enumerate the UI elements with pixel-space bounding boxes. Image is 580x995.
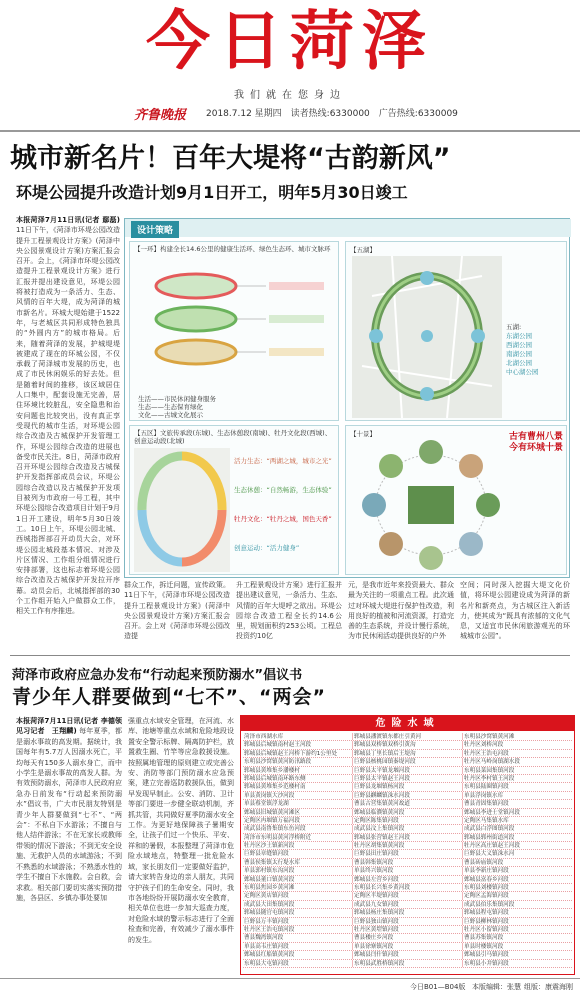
danger-waters-list — [243, 733, 572, 968]
danger-row — [243, 926, 572, 934]
five-lakes-legend — [506, 322, 564, 376]
danger-row — [243, 892, 572, 900]
danger-cell: 定陶区陈集镇河段 — [352, 817, 462, 824]
danger-cell: 单县李新庄镇河段 — [462, 867, 572, 874]
danger-cell: 鄄城县红船镇黄河段 — [244, 952, 295, 959]
danger-row — [243, 876, 572, 884]
second-byline: 本报菏泽7月11日讯(记者 李德领 见习记者 王翔麟) — [16, 717, 129, 736]
danger-cell: 郓城县黄堆集乡范楼村南 — [244, 784, 306, 791]
danger-cell: 曹县韩集镇河段 — [352, 859, 462, 866]
danger-cell: 成武县伯乐集镇河段 — [462, 901, 572, 908]
danger-row — [243, 901, 572, 909]
danger-cell: 单县徐寨镇河段 — [352, 943, 462, 950]
second-column-2: 强重点水域安全管理，在河流、水库、池塘等重点水域和危险地段设置安全警示标牌、隔离防护栏，放置救生圈、竹竿等应急救援设施。按照属地管理的原则建立或完善公安、消防等部门预防溺水应急预案，建立完善巡防救援队伍，做到早发现早制止。公安、消防、卫计等部门要进一步健全联动机制，齐抓共管，共同做好夏季防溺水安全工作。为更好地保障孩子暑期安全，让孩子们过一个快乐、平安、祥和的暑假，本报整理了菏泽市危险水域地点，特整理一批危险水域，家长朋友们一定要做好监护，请大家转告身边的亲人朋友，共同守护孩子们的生命安全。同时，我市各地纷纷开展防溺水安全教育，相关单位也进一步加大巡查力度，对危险水域的警示标志进行了全面检查和完善，有效减少了溺水事件的发生。 — [128, 717, 234, 944]
danger-cell: 菏泽市东明县黄河浮桥附近 — [244, 834, 312, 841]
lake-west: 西湖公园 — [506, 341, 532, 349]
danger-cell: 鄄城县董口镇黄河段 — [244, 876, 295, 883]
danger-cell: 东明县沙窝镇黄河滩 — [462, 733, 572, 740]
panel-five-districts — [129, 425, 339, 575]
danger-waters-table — [240, 715, 575, 975]
second-headline: 青少年人群要做到“七不”、“两会” — [12, 686, 326, 708]
danger-cell: 郓城县双桥镇双桥引黄沟 — [352, 741, 462, 748]
qilu-evening-logo: 齐鲁晚报 — [134, 108, 187, 123]
ten-scenes-collage — [356, 438, 506, 572]
danger-cell: 定陶区黄店镇河段 — [244, 893, 289, 900]
danger-cell: 巨野县太平镇赵王河段 — [352, 775, 462, 782]
danger-row — [243, 834, 572, 842]
danger-cell: 东明县焦园乡黄河滩 — [244, 885, 295, 892]
danger-cell: 成武县大田集镇河段 — [244, 901, 295, 908]
lead-column-3: 升工程景观设计方案》进行汇报并提出建议意见，一条活力、生态、风情的百年大堤呼之欲出。环堤公园综合改造工程全长约14.6公里，规划面积约253公顷。工程总投资约10亿 — [236, 581, 342, 641]
danger-cell: 单县高韦庄镇河段 — [244, 943, 289, 950]
danger-row — [243, 842, 572, 850]
lake-south: 南湖公园 — [506, 350, 532, 358]
panel-ten-scenes — [345, 425, 567, 575]
design-plan-graphic — [124, 218, 570, 578]
danger-cell: 东明县武胜桥镇河段 — [352, 960, 462, 967]
danger-row — [243, 934, 572, 942]
danger-cell: 东明县沙窝镇黄河防汛路段 — [244, 759, 312, 766]
danger-cell: 定陶区孟海镇河段 — [462, 892, 572, 899]
danger-cell: 巨野县龙堌镇杨河段 — [352, 783, 462, 790]
danger-cell: 曹县青固集镇河段 — [462, 800, 572, 807]
red-scenes-note: 古有曹州八景 今有环城十景 — [508, 432, 563, 453]
footer-section: 今日B01—B04版 — [410, 983, 466, 991]
danger-row — [243, 909, 572, 917]
danger-cell: 东明县陆圈镇河段 — [462, 783, 572, 790]
danger-row — [243, 783, 572, 791]
danger-cell: 鄄城县临濮镇黄河段 — [352, 809, 462, 816]
danger-cell: 郓城县后城镇南环路东侧 — [244, 775, 306, 782]
danger-cell: 单县郭村镇东沟河段 — [244, 868, 295, 875]
ring-item-3: 文化——古城文化展示 — [138, 411, 203, 419]
danger-cell: 成武县白浮图镇河段 — [462, 825, 572, 832]
danger-cell: 牡丹区小留镇河段 — [462, 926, 572, 933]
danger-cell: 鄄城县引马镇河段 — [462, 951, 572, 958]
danger-cell: 牡丹区高庄镇赵王河段 — [462, 842, 572, 849]
danger-cell: 曹县楼庄乡河段 — [352, 934, 462, 941]
danger-cell: 定陶区半堤镇河段 — [352, 892, 462, 899]
danger-cell: 牡丹区黄堽镇河段 — [352, 926, 462, 933]
issue-info: 2018.7.12 星期四 读者热线:6330000 广告热线:6330009 — [206, 109, 458, 119]
danger-cell: 郓城县张营镇赵王河段 — [352, 834, 462, 841]
lead-column-5: 空间；同时深入挖掘大堤文化价值，将环堤公园建设成为菏泽的新名片和新亮点，为古城区注入新活力，使其成为“既具有浓郁的文化气息，又适宜市民休闲旅游观光的环城城市公园”。 — [460, 581, 570, 641]
danger-row — [243, 825, 572, 833]
danger-cell: 单县时楼镇河段 — [462, 943, 572, 950]
danger-cell: 定陶区马集镇水库 — [462, 817, 572, 824]
danger-cell: 定陶区冉堌镇万福河段 — [244, 817, 300, 824]
danger-cell: 单县浮岗镇水库 — [462, 792, 572, 799]
danger-cell: 巨野县章缝镇河段 — [244, 851, 289, 858]
danger-cell: 巨野县独山镇河段 — [352, 918, 462, 925]
second-kicker: 菏泽市政府应急办发布“行动起来预防溺水”倡议书 — [12, 668, 303, 683]
danger-cell: 曹县魏湾镇河段 — [244, 935, 284, 942]
lead-column-4: 元，是我市近年来投资最大、群众最为关注的一项重点工程。此次通过对环城大堤进行保护性改造，利用良好的植被和河流资源，打造完善的生态系统，并设计慢行系统，为市民休闲活动提供良好的户外 — [348, 581, 454, 641]
newspaper-title: 今日菏泽 — [146, 5, 434, 79]
danger-row — [243, 850, 572, 858]
district-item-3: 牡丹文化：“牡丹之城，国色天香” — [234, 515, 332, 523]
danger-row — [243, 775, 572, 783]
danger-row — [243, 758, 572, 766]
danger-cell: 曹县侯集镇太行堤水库 — [244, 859, 300, 866]
danger-row — [243, 960, 572, 968]
lead-column-1 — [16, 215, 120, 616]
plan-header — [125, 219, 571, 237]
danger-row — [243, 817, 572, 825]
panel-one-label: 【一环】构建全长14.6公里的健康生活环、绿色生态环、城市文脉环 — [134, 245, 331, 253]
danger-cell: 成武县九女镇河段 — [352, 901, 462, 908]
lead-headline: 城市新名片！百年大堤将“古韵新风” — [10, 143, 451, 174]
danger-row — [243, 918, 572, 926]
lead-subhead: 环堤公园提升改造计划9月1日开工，明年5月30日竣工 — [16, 183, 408, 202]
panel-four-label: 【十景】 — [350, 430, 376, 438]
danger-row — [243, 951, 572, 959]
section-divider — [10, 655, 570, 656]
danger-cell: 巨野县大义镇洙水河 — [462, 850, 572, 857]
five-lakes-map — [352, 256, 502, 418]
lead-byline: 本报菏泽7月11日讯(记者 鄢磊) — [16, 216, 120, 224]
danger-row — [243, 867, 572, 875]
danger-cell: 东明县菜园集镇河段 — [462, 767, 572, 774]
masthead-divider — [0, 130, 580, 132]
lake-east: 东湖公园 — [506, 332, 532, 340]
danger-cell: 郓城县郓州街道河段 — [462, 834, 572, 841]
danger-cell: 牡丹区王浩屯镇河段 — [244, 926, 295, 933]
danger-cell: 巨野县核桃园镇秦堤河段 — [352, 758, 462, 765]
danger-row — [243, 859, 572, 867]
danger-cell: 巨野县太平镇龙堌河段 — [352, 767, 462, 774]
danger-row — [243, 800, 572, 808]
danger-cell: 成武县南鲁集镇东鱼河段 — [244, 826, 306, 833]
danger-cell: 曹县砖庙镇河段 — [462, 859, 572, 866]
danger-cell: 牡丹区胡集镇黄河段 — [352, 842, 462, 849]
danger-cell: 牡丹区马岭岗镇湖水段 — [462, 758, 572, 765]
lake-center: 中心湖公园 — [506, 368, 539, 376]
danger-cell: 牡丹区李村镇王河段 — [462, 775, 572, 782]
danger-cell: 东明县大屯镇河段 — [244, 960, 289, 967]
danger-row — [243, 809, 572, 817]
danger-row — [243, 750, 572, 758]
danger-cell: 单县终兴镇河段 — [352, 867, 462, 874]
danger-cell: 曹县古营集镇黄河故道 — [352, 800, 462, 807]
danger-row — [243, 943, 572, 951]
panel-one-ring — [129, 241, 339, 421]
footer-layout: 组版：康震海刚 — [524, 983, 573, 991]
panel-three-label: 【五区】文旅传承段(东城)、生态休憩段(南城)、牡丹文化段(西城)、创意运动段(北城) — [134, 429, 332, 445]
danger-cell: 鄄城县李进士堂镇河段 — [462, 809, 572, 816]
danger-cell: 郓城县后城镇南村赵王河段 — [244, 742, 312, 749]
danger-row — [243, 792, 572, 800]
districts-ring-map — [134, 448, 230, 572]
danger-cell: 牡丹区王浩屯河段 — [462, 750, 572, 757]
page-footer — [0, 978, 580, 995]
lead-col1-text: 11日下午，《菏泽市环堤公园改造提升工程景观设计方案》(菏泽中央公园景观设计方案)方案汇报会召开。会上，《菏泽市环堤公园改造提升工程景观设计方案》进行汇报并提出建设意见，环堤公园将被打造成为一条活力、生态、风情的百年大堤，成为菏泽的城市新名片。环城大堤始建于1522年，与老城区共同形成特色独具的“外圆内方”的城市格局。后来，随着菏泽的发展，护城堤堤被建成了现在的环城公园，不仅承载了菏泽城市发展的历史，也成了市民休闲娱乐的好去处。但是随着时间的推移，该区域居住人口集中，配套设施无完善，居住环境比较脏乱，安全隐患和治安问题也比较突出，没有真正享受现代的城市生活，对环堤公园综合改造及古城保护开发管理工作，环堤公园综合改造的进展也备受市民关注。8日，菏泽市政府召开环堤公园综合改造及古城保护开发指挥部成员会议，环堤公园综合改造以及古城保护开发项目被列为市政府一号工程，其中环堤公园综合改造项目计划于9月1日开工建设，明年5月30日竣工。10日上午，环堤公园北城、西城指挥部召开动员大会，对环堤公园北城段基本情况、对涉及片区情况、工作组分组情况进行安排部署，这也标志着环堤公园综合改造及古城保护开发拉开序幕。动员会后，北城指挥部的30个工作组开始入户做群众工作，相关工作有序推进。 — [16, 226, 120, 616]
footer-editor: 本版编辑：张慧 — [472, 983, 521, 991]
danger-cell: 鄄城县闫什镇河段 — [352, 951, 462, 958]
slogan: 我们就在您身边 — [234, 90, 346, 101]
ring-item-2: 生态——生态保育绿化 — [138, 403, 203, 411]
danger-cell: 巨野县麒麟镇洙水河段 — [352, 792, 462, 799]
danger-cell: 郓城县丁里长镇后王堤沟 — [352, 750, 462, 757]
danger-row — [243, 741, 572, 749]
lakes-legend-title: 五湖: — [506, 323, 522, 331]
danger-cell: 成武县汶上集镇河段 — [352, 825, 462, 832]
lake-north: 北湖公园 — [506, 359, 532, 367]
danger-cell: 郓城县随官屯镇河段 — [244, 910, 295, 917]
plan-tag: 设计策略 — [131, 221, 179, 238]
danger-cell: 郓城县潘渡镇东都庄引黄河 — [352, 733, 462, 740]
danger-cell: 牡丹区沙土镇新河段 — [244, 843, 295, 850]
danger-cell: 菏泽市西湖水库 — [244, 734, 284, 740]
danger-cell: 郓城县程屯镇河段 — [462, 909, 572, 916]
district-item-1: 活力生态：“两湖之城，城市之光” — [234, 457, 332, 465]
danger-waters-title: 危险水域 — [241, 716, 574, 731]
masthead — [0, 0, 580, 130]
second-column-1 — [16, 716, 129, 976]
danger-cell: 鄄城县富春乡河段 — [462, 876, 572, 883]
danger-cell: 鄄城县旧城镇黄河滩区 — [244, 809, 300, 816]
danger-cell: 单县蔡堂镇浮龙湖 — [244, 801, 289, 808]
danger-cell: 巨野县田庄镇河段 — [352, 850, 462, 857]
lead-column-2: 群众工作，拆迁问题，宣传政策。11日下午，《菏泽市环堤公园改造提升工程景观设计方案》(菏泽中央公园景观设计方案)方案汇报会召开。会上对《菏泽市环堤公园改造提 — [124, 581, 230, 641]
danger-cell: 郓城县后城镇赵王河桥下游约1公里处 — [244, 750, 338, 757]
danger-row — [243, 733, 572, 741]
danger-cell: 东明县长兴集乡黄河段 — [352, 884, 462, 891]
districts-legend — [234, 456, 336, 552]
danger-cell: 牡丹区刘桥河段 — [462, 741, 572, 748]
panel-five-lakes — [345, 241, 567, 421]
district-item-4: 创意运动：“活力健身” — [234, 544, 300, 552]
panel-two-label: 【五湖】 — [350, 246, 376, 254]
danger-row — [243, 767, 572, 775]
danger-row — [243, 884, 572, 892]
ring-layers-diagram — [136, 264, 332, 394]
district-item-2: 生态休憩：“自然畅游，生态体验” — [234, 486, 332, 494]
second-col1-text: 每年夏季，都是溺水事故的高发期。据统计，我国每年有5.7万人因溺水死亡，平均每天有150多人溺水身亡，而中小学生是溺水事故的高发人群。为有效预防溺水，菏泽市人民政府应急办日前发布“行动起来预防溺水”倡议书，广大市民朋友特别是青少年人群要做到“七不”、“两会”：不私自下水游泳；不擅自与他人结伴游泳；不在无家长或教师带领的情况下游泳；不到无安全设施、无救护人员的水域游泳；不到不熟悉的水域游泳；不熟悉水性的学生不擅自下水施救。会自救，会求救。相关部门要切实落实预防措施，各县区、乡镇办事处要加 — [16, 727, 123, 902]
danger-cell: 鄄城县左营乡河段 — [352, 876, 462, 883]
danger-cell: 郓城县黄堆集乡潘楼村 — [244, 767, 300, 774]
danger-cell: 单县黄岗镇大沙河段 — [244, 792, 295, 799]
danger-cell: 曹县苏集镇河段 — [462, 934, 572, 941]
danger-cell: 东明县刘楼镇河段 — [462, 884, 572, 891]
danger-cell: 巨野县柳林镇河段 — [462, 918, 572, 925]
danger-cell: 郓城县杨庄集镇河段 — [352, 909, 462, 916]
danger-cell: 巨野县万丰镇河段 — [244, 918, 289, 925]
danger-cell: 东明县小井镇河段 — [462, 960, 572, 967]
ring-item-1: 生活——市民休闲健身服务 — [138, 395, 216, 403]
